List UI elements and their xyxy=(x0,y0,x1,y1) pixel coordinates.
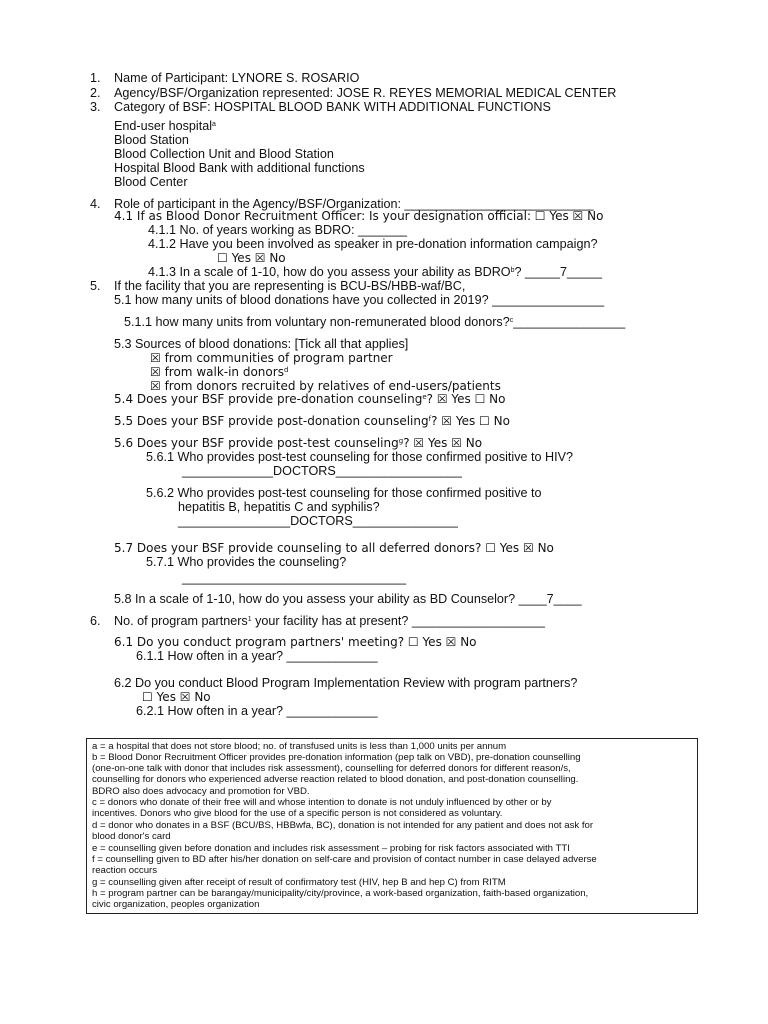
footnote-line: c = donors who donate of their free will and whose intention to donate is not unduly influenced by other or by xyxy=(92,797,552,808)
item-number: 3. xyxy=(90,100,101,114)
footnote-ref: g xyxy=(398,437,404,445)
sources-question: 5.3 Sources of blood donations: [Tick all that applies] xyxy=(114,337,409,351)
implementation-review-options: ☐ Yes ☒ No xyxy=(142,690,211,704)
footnote-ref: b xyxy=(510,267,515,274)
item-number: 4. xyxy=(90,197,101,211)
speaker-options: ☐ Yes ☒ No xyxy=(217,251,286,265)
footnote-ref: a xyxy=(212,121,216,128)
footnote-line: g = counselling given after receipt of result of confirmatory test (HIV, hep B and hep C) from RITM xyxy=(92,877,506,888)
question-text: No. of program partners xyxy=(114,614,248,628)
facility-line xyxy=(90,279,465,293)
source-label: ☒ from walk-in donors xyxy=(150,365,284,379)
footnote-line: civic organization, peoples organization xyxy=(92,899,260,910)
question-text: 4.1.3 In a scale of 1-10, how do you assess your ability as BDRO xyxy=(148,265,511,279)
post-test-counseling-question xyxy=(114,436,482,450)
voluntary-units-question xyxy=(124,315,625,329)
item-number: 6. xyxy=(90,614,101,628)
category-option-end-user xyxy=(114,119,216,133)
hepatitis-counseling-answer: ________________DOCTORS_______________ xyxy=(178,514,458,528)
pre-donation-counseling-question xyxy=(114,392,506,406)
deferred-counselor-question: 5.7.1 Who provides the counseling? xyxy=(146,555,347,569)
partners-meeting-question: 6.1 Do you conduct program partners' meeting? ☐ Yes ☒ No xyxy=(114,635,477,649)
footnote-line: (one-on-one talk with donor that includes risk assessment), counselling for deferred donors for different reason/s, xyxy=(92,763,571,774)
footnote-line: d = donor who donates in a BSF (BCU/BS, HBBwfa, BC), donation is not intended for any patient and does not ask for xyxy=(92,820,594,831)
footnote-line: e = counselling given before donation and includes risk assessment – probing for risk factors associated with TTI xyxy=(92,843,570,854)
footnote-line: reaction occurs xyxy=(92,865,158,876)
footnote-line: blood donor's card xyxy=(92,831,171,842)
footnote-line: a = a hospital that does not store blood; no. of transfused units is less than 1,000 units per annum xyxy=(92,741,507,752)
bdro-years-question: 4.1.1 No. of years working as BDRO: _______ xyxy=(148,223,408,237)
question-text: 5.6 Does your BSF provide post-test counseling xyxy=(114,436,399,450)
bdro-designation-question: 4.1 If as Blood Donor Recruitment Officer: Is your designation official: ☐ Yes ☒ No xyxy=(114,209,604,223)
answer-blank: your facility has at present? ___________________ xyxy=(251,614,545,628)
footnote-line: incentives. Donors who give blood for the use of a specific person is not considered as voluntary. xyxy=(92,808,503,819)
answer-options: ? ☒ Yes ☒ No xyxy=(403,436,483,450)
bsf-category-line xyxy=(90,100,551,114)
category-option-blood-station: Blood Station xyxy=(114,133,189,147)
item-number: 2. xyxy=(90,86,101,100)
agency-line xyxy=(90,86,616,100)
question-text: 5.5 Does your BSF provide post-donation counseling xyxy=(114,414,429,428)
participant-name-text: Name of Participant: LYNORE S. ROSARIO xyxy=(114,71,360,85)
question-text: 5.1.1 how many units from voluntary non-remunerated blood donors? xyxy=(124,315,510,329)
units-collected-question: 5.1 how many units of blood donations have you collected in 2019? ________________ xyxy=(114,293,605,307)
footnote-line: h = program partner can be barangay/municipality/city/province, a work-based organization, faith-based organization, xyxy=(92,888,589,899)
answer-text: ? _____7_____ xyxy=(514,265,603,279)
answer-options: ? ☒ Yes ☐ No xyxy=(431,414,510,428)
footnote-ref: 1 xyxy=(247,616,252,623)
hepatitis-counseling-question-cont: hepatitis B, hepatitis C and syphilis? xyxy=(178,500,380,514)
item-number: 5. xyxy=(90,279,101,293)
source-option-communities: ☒ from communities of program partner xyxy=(150,351,393,365)
review-frequency-question: 6.2.1 How often in a year? _____________ xyxy=(136,704,378,718)
agency-text: Agency/BSF/Organization represented: JOSE R. REYES MEMORIAL MEDICAL CENTER xyxy=(114,86,617,100)
category-option-bcu: Blood Collection Unit and Blood Station xyxy=(114,147,334,161)
counselor-ability-question: 5.8 In a scale of 1-10, how do you assess your ability as BD Counselor? ____7____ xyxy=(114,592,582,606)
category-option-blood-center: Blood Center xyxy=(114,175,188,189)
footnote-ref: d xyxy=(283,366,289,374)
facility-text: If the facility that you are representing is BCU-BS/HBB-waf/BC, xyxy=(114,279,466,293)
hiv-counseling-answer: _____________DOCTORS__________________ xyxy=(182,464,462,478)
participant-name-line xyxy=(90,71,359,85)
deferred-donor-counseling-question: 5.7 Does your BSF provide counseling to all deferred donors? ☐ Yes ☒ No xyxy=(114,541,554,555)
category-label: End-user hospital xyxy=(114,119,213,133)
footnote-ref: f xyxy=(428,415,432,423)
deferred-counselor-answer: ________________________________ xyxy=(182,571,407,585)
category-option-hbb: Hospital Blood Bank with additional functions xyxy=(114,161,365,175)
bdro-ability-question xyxy=(148,265,602,279)
speaker-question: 4.1.2 Have you been involved as speaker in pre-donation information campaign? xyxy=(148,237,598,251)
item-number: 1. xyxy=(90,71,101,85)
source-option-walk-in xyxy=(150,365,288,379)
program-partners-line xyxy=(90,614,545,628)
footnote-line: b = Blood Donor Recruitment Officer provides pre-donation information (pep talk on VBD), pre-donation counselling xyxy=(92,752,581,763)
answer-options: ? ☒ Yes ☐ No xyxy=(426,392,506,406)
footnote-line: f = counselling given to BD after his/her donation on self-care and provision of contact number in case delayed adverse xyxy=(92,854,597,865)
role-text: Role of participant in the Agency/BSF/Organization: ___________________________ xyxy=(114,197,594,211)
hepatitis-counseling-question: 5.6.2 Who provides post-test counseling for those confirmed positive to xyxy=(146,486,542,500)
meeting-frequency-question: 6.1.1 How often in a year? _____________ xyxy=(136,649,378,663)
post-donation-counseling-question xyxy=(114,414,510,428)
answer-blank: ________________ xyxy=(513,315,626,329)
source-option-relatives: ☒ from donors recruited by relatives of end-users/patients xyxy=(150,379,501,393)
footnote-line: BDRO also does advocacy and promotion for VBD. xyxy=(92,786,310,797)
footnote-ref: e xyxy=(422,393,427,401)
hiv-counseling-question: 5.6.1 Who provides post-test counseling for those confirmed positive to HIV? xyxy=(146,450,574,464)
implementation-review-question: 6.2 Do you conduct Blood Program Implementation Review with program partners? xyxy=(114,676,578,690)
footnote-line: counselling for donors who experienced adverse reaction related to blood donation, and post-donation counselling. xyxy=(92,774,579,785)
question-text: 5.4 Does your BSF provide pre-donation counseling xyxy=(114,392,423,406)
bsf-category-text: Category of BSF: HOSPITAL BLOOD BANK WITH ADDITIONAL FUNCTIONS xyxy=(114,100,551,114)
footnote-ref: c xyxy=(509,317,514,324)
